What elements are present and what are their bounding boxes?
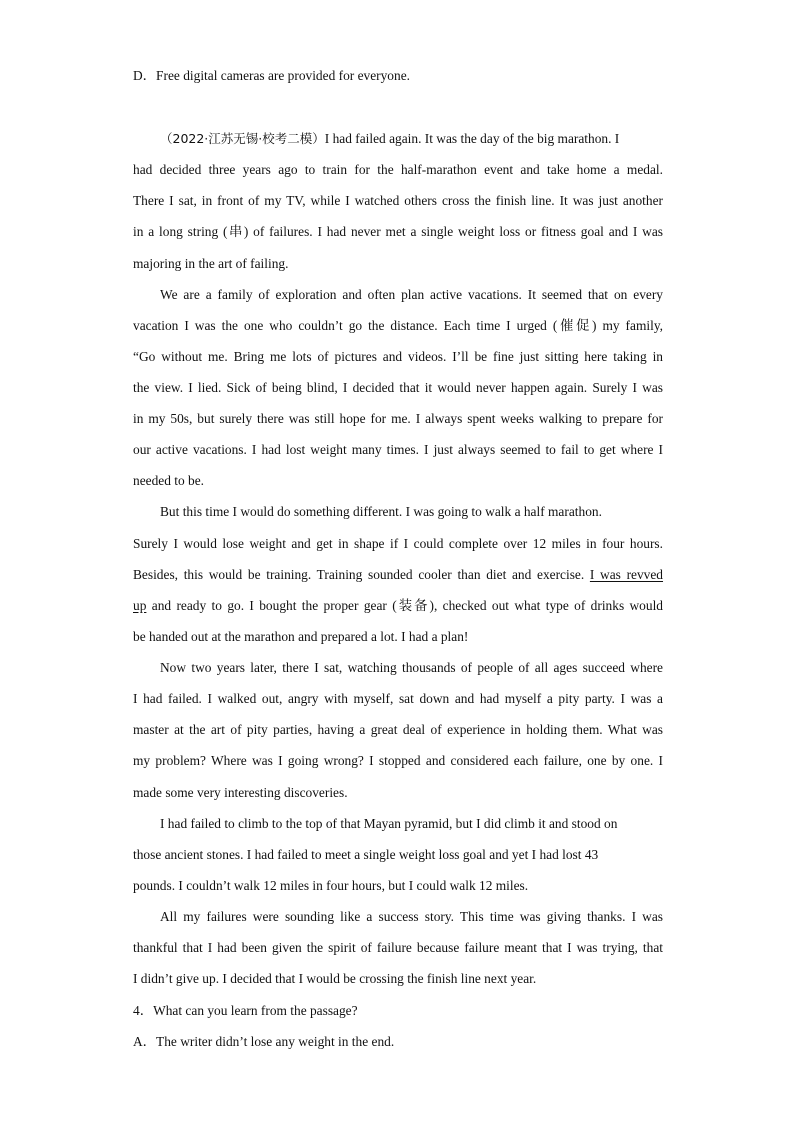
para6-line1: All my failures were sounding like a success story. This time was giving thanks. I was	[160, 909, 663, 924]
para5-line3: pounds. I couldn’t walk 12 miles in four hours, but I could walk 12 miles.	[133, 878, 529, 893]
para4-line4: my problem? Where was I going wrong? I stopped and considered each failure, one by one. I	[133, 753, 663, 768]
underlined-phrase-part2: up	[133, 598, 147, 613]
para3-line2: Surely I would lose weight and get in shape if I could complete over 12 miles in four hours.	[133, 536, 663, 551]
para4-line3: master at the art of pity parties, having a great deal of experience in holding them. What was	[133, 722, 663, 737]
para6-line3: I didn’t give up. I decided that I would be crossing the finish line next year.	[133, 971, 537, 986]
para3-line3	[133, 566, 663, 584]
para4-line1: Now two years later, there I sat, watching thousands of people of all ages succeed where	[160, 660, 663, 675]
para2-line4: the view. I lied. Sick of being blind, I decided that it would never happen again. Surely I was	[133, 380, 663, 395]
para3-line4	[133, 597, 663, 615]
underlined-phrase-part1: I was revved	[589, 567, 664, 582]
para2-line3: “Go without me. Bring me lots of pictures and videos. I’ll be fine just sitting here taking in	[133, 349, 663, 364]
para2-line2: vacation I was the one who couldn’t go the distance. Each time I urged (催促) my family,	[133, 318, 663, 333]
para2-line5: in my 50s, but surely there was still hope for me. I always spent weeks walking to prepare for	[133, 411, 663, 426]
para1-line2: had decided three years ago to train for the half-marathon event and take home a medal.	[133, 162, 663, 177]
source-tag: （2022·江苏无锡·校考二模）	[160, 131, 325, 146]
para1-line3: There I sat, in front of my TV, while I watched others cross the finish line. It was just another	[133, 193, 663, 208]
para4-line5: made some very interesting discoveries.	[133, 785, 348, 800]
para6-line2: thankful that I had been given the spirit of failure because failure meant that I was trying, that	[133, 940, 663, 955]
para2-line1: We are a family of exploration and often plan active vacations. It seemed that on every	[160, 287, 663, 302]
para3-line5: be handed out at the marathon and prepared a lot. I had a plan!	[133, 629, 469, 644]
para3-line3-text: Besides, this would be training. Training sounded cooler than diet and exercise.	[133, 567, 590, 582]
para1-line1	[160, 130, 663, 148]
para1-line1-text: I had failed again. It was the day of the big marathon. I	[324, 131, 620, 146]
question-option-a: A．The writer didn’t lose any weight in the end.	[133, 1034, 395, 1049]
para1-line5: majoring in the art of failing.	[133, 256, 289, 271]
para4-line2: I had failed. I walked out, angry with myself, sat down and had myself a pity party. I was a	[133, 691, 663, 706]
question-stem: 4．What can you learn from the passage?	[133, 1003, 358, 1018]
para3-line1: But this time I would do something different. I was going to walk a half marathon.	[160, 504, 602, 519]
para1-line4: in a long string (串) of failures. I had never met a single weight loss or fitness goal and I was	[133, 224, 663, 239]
para5-line1: I had failed to climb to the top of that Mayan pyramid, but I did climb it and stood on	[160, 816, 618, 831]
para2-line6: our active vacations. I had lost weight many times. I just always seemed to fail to get where I	[133, 442, 663, 457]
para5-line2: those ancient stones. I had failed to meet a single weight loss goal and yet I had lost 43	[133, 847, 599, 862]
previous-option-d: D．Free digital cameras are provided for everyone.	[133, 68, 410, 83]
para3-line4-text: and ready to go. I bought the proper gear (装备), checked out what type of drinks would	[146, 598, 663, 613]
para2-line7: needed to be.	[133, 473, 205, 488]
